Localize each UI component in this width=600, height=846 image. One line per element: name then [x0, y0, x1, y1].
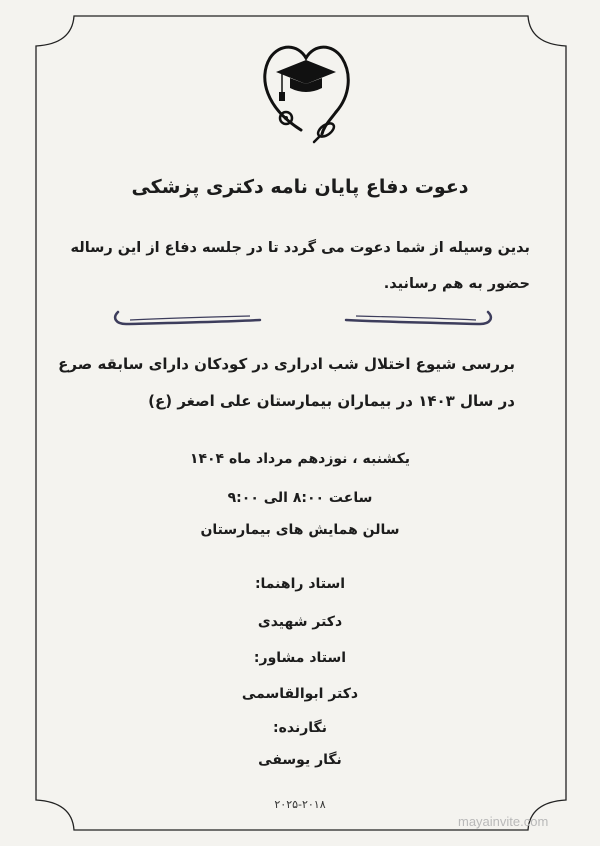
invitation-title: دعوت دفاع پایان نامه دکتری پزشکی — [131, 176, 469, 198]
advisor-label: استاد مشاور: — [253, 650, 347, 666]
thesis-topic-line-2: در سال ۱۴۰۳ در بیماران بیمارستان علی اصغر (ع) — [148, 392, 515, 410]
event-time: ساعت ۸:۰۰ الی ۹:۰۰ — [227, 490, 373, 506]
heart-stethoscope-graduation-cap-icon — [256, 38, 356, 150]
invitation-text-line-2: حضور به هم رسانید. — [383, 276, 530, 292]
year-code: ۲۰۲۵-۲۰۱۸ — [274, 798, 326, 811]
event-venue: سالن همایش های بیمارستان — [200, 522, 400, 538]
author-name: نگار یوسفی — [258, 752, 342, 768]
supervisor-label: استاد راهنما: — [254, 576, 346, 592]
advisor-name: دکتر ابوالقاسمی — [241, 686, 359, 702]
author-label: نگارنده: — [273, 720, 327, 736]
decorative-flourish-divider — [110, 306, 496, 330]
watermark: mayainvite.com — [458, 814, 549, 829]
event-date: یکشنبه ، نوزدهم مرداد ماه ۱۴۰۴ — [189, 451, 411, 467]
supervisor-name: دکتر شهیدی — [257, 614, 343, 630]
invitation-text-line-1: بدین وسیله از شما دعوت می گردد تا در جلسه دفاع از این رساله — [70, 240, 530, 256]
thesis-topic-line-1: بررسی شیوع اختلال شب ادراری در کودکان دارای سابقه صرع — [58, 355, 515, 373]
